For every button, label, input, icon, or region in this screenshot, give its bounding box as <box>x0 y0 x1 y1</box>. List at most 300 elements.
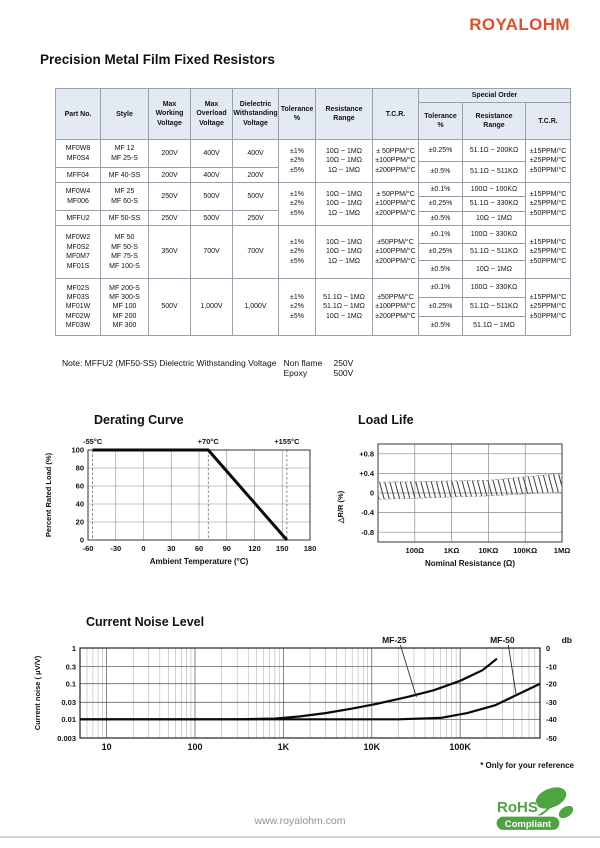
text-line: 10Ω ~ 1MΩ <box>326 238 362 246</box>
svg-text:-30: -30 <box>110 544 122 553</box>
cell-section <box>149 183 190 211</box>
load-life-svg <box>332 430 576 580</box>
col-header-tcr: T.C.R. <box>373 89 419 140</box>
svg-text:+0.8: +0.8 <box>359 449 374 459</box>
cell-section <box>191 226 232 278</box>
svg-text:40: 40 <box>75 499 84 509</box>
text-line: 1Ω ~ 1MΩ <box>327 166 361 174</box>
text-line: MF 50-SS <box>108 214 141 222</box>
text-line: MF006 <box>67 197 89 205</box>
col-header-tolerance <box>279 89 316 140</box>
working-voltage-cell <box>149 140 190 182</box>
text-line: ±15PPM/°C <box>529 190 567 198</box>
text-line: 250V <box>247 214 264 222</box>
svg-text:100KΩ: 100KΩ <box>513 546 538 555</box>
tcr-cell <box>373 279 418 335</box>
note-values <box>283 358 353 378</box>
text-line: 51.1Ω ~ 200KΩ <box>469 146 519 154</box>
load-life-chart <box>332 413 576 580</box>
cell-section <box>101 168 148 182</box>
cell-section <box>463 162 525 183</box>
text-line: MF 100 <box>112 303 137 311</box>
dielectric-note <box>62 358 353 378</box>
text-line: MF0W8 <box>65 145 91 153</box>
text-line: 1,000V <box>244 303 267 311</box>
text-line: MFF04 <box>66 171 90 179</box>
text-line: 51.1Ω ~ 1MΩ <box>323 303 365 311</box>
derating-svg <box>38 430 330 580</box>
rohs-compliant-text: Compliant <box>504 819 552 830</box>
text-line: 51.1Ω ~ 511KΩ <box>470 168 518 176</box>
note-label: Epoxy <box>283 368 308 378</box>
part-no-cell <box>56 226 100 278</box>
text-line: ±200PPM/°C <box>375 312 416 320</box>
svg-text:1K: 1K <box>277 742 290 752</box>
text-line: ± 50PPM/°C <box>376 147 415 155</box>
working-voltage-cell <box>149 226 190 278</box>
text-line: 10Ω ~ 1MΩ <box>326 190 362 198</box>
text-line: 500V <box>247 193 264 201</box>
rohs-text: RoHS <box>497 799 538 816</box>
svg-text:100Ω: 100Ω <box>405 546 425 555</box>
so-resistance-cell <box>463 226 525 278</box>
text-line: ±50PPM/°C <box>529 209 567 217</box>
so-resistance-cell <box>463 279 525 335</box>
tolerance-cell <box>279 183 315 225</box>
style-cell <box>101 183 148 225</box>
cell-section <box>233 140 278 168</box>
text-line: Resistance <box>325 105 363 113</box>
svg-text:-40: -40 <box>546 715 557 725</box>
text-line: ±50PPM/°C <box>377 238 414 246</box>
text-line: 200V <box>247 171 264 179</box>
text-line: MF03S <box>66 293 90 301</box>
svg-text:0.3: 0.3 <box>65 662 76 672</box>
col-header-style: Style <box>101 89 149 140</box>
text-line: ±0.5% <box>430 168 451 176</box>
svg-text:1KΩ: 1KΩ <box>443 546 460 555</box>
col-header-special-order: Special Order <box>419 89 571 103</box>
so-tcr-cell <box>526 140 570 182</box>
cell-section <box>419 298 462 317</box>
svg-text:100: 100 <box>187 742 203 752</box>
svg-text:90: 90 <box>222 544 231 553</box>
load-life-band <box>378 473 562 499</box>
svg-text:db: db <box>561 635 572 645</box>
text-line: 51.1Ω ~ 1MΩ <box>323 293 365 301</box>
so-tolerance-cell <box>419 140 462 182</box>
text-line: 200V <box>161 150 178 158</box>
text-line: 100Ω ~ 100KΩ <box>470 186 518 194</box>
cell-section <box>191 211 232 225</box>
text-line: MF 12 <box>114 145 135 153</box>
text-line: 400V <box>203 171 220 179</box>
col-header-so-tcr: T.C.R. <box>526 103 571 140</box>
text-line: ±0.5% <box>430 322 451 330</box>
cell-section <box>463 212 525 225</box>
svg-text:10: 10 <box>101 742 112 752</box>
svg-text:+0.4: +0.4 <box>359 469 374 478</box>
text-line: MFFU2 <box>66 214 90 222</box>
text-line: ±50PPM/°C <box>529 257 567 265</box>
text-line: MF 60-S <box>111 197 138 205</box>
svg-text:0: 0 <box>141 544 146 553</box>
cell-section <box>463 226 525 244</box>
svg-text:1: 1 <box>71 643 76 653</box>
text-line: ±0.5% <box>430 266 451 274</box>
cell-section <box>233 168 278 182</box>
dielectric-voltage-cell <box>233 183 278 225</box>
part-no-cell <box>56 279 100 335</box>
so-tolerance-cell <box>419 183 462 225</box>
text-line: ±0.5% <box>430 214 451 222</box>
svg-text:180: 180 <box>303 544 317 553</box>
text-line: ±15PPM/°C <box>529 147 567 155</box>
text-line: Voltage <box>157 119 182 127</box>
svg-text:-0.8: -0.8 <box>361 527 374 537</box>
text-line: ±1% <box>290 238 304 246</box>
svg-text:100K: 100K <box>449 742 471 752</box>
col-header-dielectric <box>233 89 279 140</box>
svg-text:0.1: 0.1 <box>65 679 76 689</box>
cell-section <box>149 279 190 335</box>
svg-text:-10: -10 <box>546 662 557 672</box>
cell-section <box>419 162 462 183</box>
cell-section <box>419 261 462 278</box>
resistance-range-cell <box>316 226 372 278</box>
svg-text:120: 120 <box>248 544 261 553</box>
text-line: 10Ω ~ 1MΩ <box>326 147 362 155</box>
svg-text:Ambient Temperature (°C): Ambient Temperature (°C) <box>149 557 249 566</box>
text-line: 10Ω ~ 1MΩ <box>476 214 512 222</box>
part-no-cell <box>56 140 100 182</box>
text-line: 51.1Ω ~ 330KΩ <box>469 200 519 208</box>
text-line: 51.1Ω ~ 511KΩ <box>470 303 518 311</box>
text-line: % <box>437 122 444 130</box>
series-derating <box>93 450 287 540</box>
text-line: MF0M7 <box>66 253 90 261</box>
grid <box>80 648 540 738</box>
text-line: ± 50PPM/°C <box>376 190 415 198</box>
note-prefix: Note: MFFU2 (MF50-SS) Dielectric Withstanding Voltage <box>62 358 277 368</box>
col-header-resistance <box>316 89 373 140</box>
cell-section <box>101 279 148 335</box>
text-line: MF 200 <box>112 312 137 320</box>
chart-title: Derating Curve <box>94 413 184 427</box>
chart-title: Current Noise Level <box>86 615 205 629</box>
text-line: 100Ω ~ 330KΩ <box>470 230 518 238</box>
text-line: MF03W <box>65 322 91 330</box>
text-line: 200V <box>161 171 178 179</box>
svg-text:Percent Rated Load (%): Percent Rated Load (%) <box>44 452 53 538</box>
svg-text:-30: -30 <box>546 698 557 708</box>
svg-text:0: 0 <box>79 535 84 545</box>
text-line: Withstanding <box>233 110 278 118</box>
so-resistance-cell <box>463 140 525 182</box>
svg-text:1MΩ: 1MΩ <box>553 546 571 555</box>
table-header <box>56 89 571 140</box>
svg-text:△R/R (%): △R/R (%) <box>336 490 345 524</box>
cell-section <box>463 279 525 298</box>
text-line: MF 50 <box>114 234 135 242</box>
table-row-group-3 <box>56 226 571 279</box>
dielectric-voltage-cell <box>233 140 278 182</box>
royalohm-logo: ROYALOHM <box>469 15 570 34</box>
text-line: Voltage <box>199 119 224 127</box>
text-line: ±0.25% <box>428 303 453 311</box>
cell-section <box>101 226 148 278</box>
tolerance-cell <box>279 279 315 335</box>
cell-section <box>149 140 190 168</box>
text-line: ±50PPM/°C <box>377 293 414 301</box>
cell-section <box>463 261 525 278</box>
reference-note: * Only for your reference <box>480 761 574 770</box>
svg-text:150: 150 <box>275 544 289 553</box>
cell-section <box>101 140 148 168</box>
svg-text:0.01: 0.01 <box>61 715 76 725</box>
rohs-logo-graphic <box>494 786 576 834</box>
text-line: ±1% <box>290 147 304 155</box>
cell-section <box>101 183 148 211</box>
col-header-so-resistance <box>463 103 526 140</box>
note-value: 250V <box>333 358 354 368</box>
style-cell <box>101 140 148 182</box>
cell-section <box>56 183 100 211</box>
so-resistance-cell <box>463 183 525 225</box>
table-row-group-2 <box>56 183 571 226</box>
text-line: ±0.25% <box>428 248 453 256</box>
text-line: Dielectric <box>239 100 272 108</box>
text-line: ±5% <box>290 166 304 174</box>
so-tolerance-cell <box>419 226 462 278</box>
cell-section <box>463 244 525 262</box>
cell-section <box>233 226 278 278</box>
text-line: ±200PPM/°C <box>375 257 416 265</box>
text-line: MF 40-SS <box>108 171 141 179</box>
footer-url: www.royalohm.com <box>254 815 346 827</box>
text-line: ±0.1% <box>430 230 451 238</box>
cell-section <box>56 226 100 278</box>
text-line: ±25PPM/°C <box>529 200 567 208</box>
svg-text:-20: -20 <box>546 679 557 689</box>
cell-section <box>56 279 100 335</box>
text-line: 400V <box>203 150 220 158</box>
text-line: 250V <box>161 214 178 222</box>
text-line: MF 25 <box>114 188 135 196</box>
text-line: 10Ω ~ 1MΩ <box>476 266 512 274</box>
text-line: ±25PPM/°C <box>529 157 567 165</box>
svg-text:0: 0 <box>546 643 551 653</box>
svg-text:100: 100 <box>71 445 84 455</box>
so-tcr-cell <box>526 279 570 335</box>
svg-text:0: 0 <box>369 488 374 498</box>
cell-section <box>419 140 462 162</box>
text-line: 1,000V <box>200 303 223 311</box>
cell-section <box>463 183 525 197</box>
svg-text:0.03: 0.03 <box>61 698 76 708</box>
text-line: ±1% <box>290 293 304 301</box>
text-line: 400V <box>247 150 264 158</box>
tolerance-cell <box>279 140 315 182</box>
cell-section <box>463 298 525 317</box>
note-label: Non flame <box>283 358 323 368</box>
text-line: MF02W <box>65 312 91 320</box>
chart-title: Load Life <box>358 413 414 427</box>
text-line: MF0S2 <box>66 243 90 251</box>
text-line: ±2% <box>290 303 304 311</box>
cell-section <box>101 211 148 225</box>
text-line: MF0S4 <box>66 154 90 162</box>
working-voltage-cell <box>149 183 190 225</box>
text-line: MF 100-S <box>109 262 140 270</box>
text-line: 500V <box>161 303 178 311</box>
text-line: MF 300 <box>112 322 137 330</box>
svg-text:Nominal Resistance (Ω): Nominal Resistance (Ω) <box>425 559 515 568</box>
cell-section <box>233 211 278 225</box>
overload-voltage-cell <box>191 226 232 278</box>
text-line: 700V <box>247 248 264 256</box>
text-line: ±200PPM/°C <box>375 166 416 174</box>
svg-text:30: 30 <box>167 544 176 553</box>
cell-section <box>56 140 100 168</box>
svg-text:60: 60 <box>75 481 84 491</box>
text-line: ±0.25% <box>428 146 453 154</box>
text-line: MF 300-S <box>109 293 140 301</box>
text-line: 500V <box>203 214 220 222</box>
text-line: ±100PPM/°C <box>375 248 416 256</box>
text-line: ±5% <box>290 257 304 265</box>
text-line: ±50PPM/°C <box>529 166 567 174</box>
current-noise-chart <box>28 615 580 770</box>
cell-section <box>56 168 100 182</box>
text-line: MF 200-S <box>109 284 140 292</box>
text-line: 250V <box>161 193 178 201</box>
text-line: ±5% <box>290 209 304 217</box>
rohs-compliant-logo <box>494 786 576 834</box>
text-line: 1Ω ~ 1MΩ <box>327 209 361 217</box>
note-value: 500V <box>333 368 354 378</box>
text-line: 10Ω ~ 1MΩ <box>326 200 362 208</box>
tcr-cell <box>373 183 418 225</box>
text-line: 51.1Ω ~ 1MΩ <box>473 322 515 330</box>
text-line: Overload <box>196 110 227 118</box>
footer-divider <box>0 836 600 838</box>
text-line: ±2% <box>290 248 304 256</box>
svg-text:-55°C: -55°C <box>82 437 103 446</box>
text-line: ±0.25% <box>428 200 453 208</box>
text-line: % <box>293 115 301 123</box>
text-line: 10Ω ~ 1MΩ <box>326 248 362 256</box>
text-line: MF 50-S <box>111 243 138 251</box>
text-line: ±15PPM/°C <box>529 293 567 301</box>
resistance-range-cell <box>316 279 372 335</box>
text-line: 51.1Ω ~ 511KΩ <box>470 248 518 256</box>
tcr-cell <box>373 140 418 182</box>
text-line: Range <box>333 115 355 123</box>
svg-text:MF-50: MF-50 <box>490 635 515 645</box>
overload-voltage-cell <box>191 279 232 335</box>
cell-section <box>191 168 232 182</box>
text-line: ±15PPM/°C <box>529 238 567 246</box>
text-line: ±2% <box>290 157 304 165</box>
cell-section <box>463 317 525 335</box>
cell-section <box>233 183 278 211</box>
text-line: ±25PPM/°C <box>529 303 567 311</box>
specs-table-wrap <box>55 88 571 336</box>
specs-table <box>55 88 571 336</box>
table-row-group-4 <box>56 279 571 336</box>
cell-section <box>149 226 190 278</box>
cell-section <box>463 140 525 162</box>
cell-section <box>419 279 462 298</box>
noise-svg <box>28 632 580 760</box>
col-header-max-working <box>149 89 191 140</box>
svg-text:Current noise ( μV/V): Current noise ( μV/V) <box>33 655 42 731</box>
resistance-range-cell <box>316 183 372 225</box>
text-line: MF01S <box>66 262 90 270</box>
text-line: ±2% <box>290 200 304 208</box>
text-line: Resistance <box>475 112 513 120</box>
cell-section <box>233 279 278 335</box>
text-line: ±100PPM/°C <box>375 200 416 208</box>
svg-text:-0.4: -0.4 <box>361 508 374 518</box>
text-line: Tolerance <box>424 112 457 120</box>
svg-text:60: 60 <box>194 544 204 553</box>
so-tolerance-cell <box>419 279 462 335</box>
svg-text:+70°C: +70°C <box>197 437 219 446</box>
text-line: MF 75-S <box>111 253 138 261</box>
cell-section <box>191 183 232 211</box>
dielectric-voltage-cell <box>233 279 278 335</box>
text-line: Max <box>204 100 219 108</box>
svg-text:MF-25: MF-25 <box>382 635 407 645</box>
overload-voltage-cell <box>191 140 232 182</box>
tolerance-cell <box>279 226 315 278</box>
text-line: MF0W4 <box>65 188 91 196</box>
text-line: 1Ω ~ 1MΩ <box>327 257 361 265</box>
cell-section <box>419 183 462 197</box>
text-line: 350V <box>161 248 178 256</box>
text-line: ±0.1% <box>430 186 451 194</box>
text-line: Working <box>155 110 184 118</box>
series-MF-25 <box>80 659 497 720</box>
cell-section <box>191 279 232 335</box>
derating-curve-chart <box>38 413 330 580</box>
text-line: 700V <box>203 248 220 256</box>
text-line: 10Ω ~ 1MΩ <box>326 157 362 165</box>
svg-text:0.003: 0.003 <box>57 733 76 743</box>
text-line: ±50PPM/°C <box>529 312 567 320</box>
cell-section <box>191 140 232 168</box>
so-tcr-cell <box>526 183 570 225</box>
svg-text:20: 20 <box>75 517 84 527</box>
text-line: ±100PPM/°C <box>375 303 416 311</box>
text-line: MF 25-S <box>111 154 138 162</box>
tcr-cell <box>373 226 418 278</box>
cell-section <box>149 211 190 225</box>
style-cell <box>101 226 148 278</box>
svg-text:10K: 10K <box>363 742 381 752</box>
dielectric-voltage-cell <box>233 226 278 278</box>
text-line: MF0W2 <box>65 234 91 242</box>
cell-section <box>463 197 525 211</box>
text-line: Voltage <box>243 119 268 127</box>
text-line: ±100PPM/°C <box>375 157 416 165</box>
col-header-part-no: Part No. <box>56 89 101 140</box>
svg-text:+155°C: +155°C <box>274 437 300 446</box>
svg-text:80: 80 <box>75 463 84 473</box>
cell-section <box>56 211 100 225</box>
